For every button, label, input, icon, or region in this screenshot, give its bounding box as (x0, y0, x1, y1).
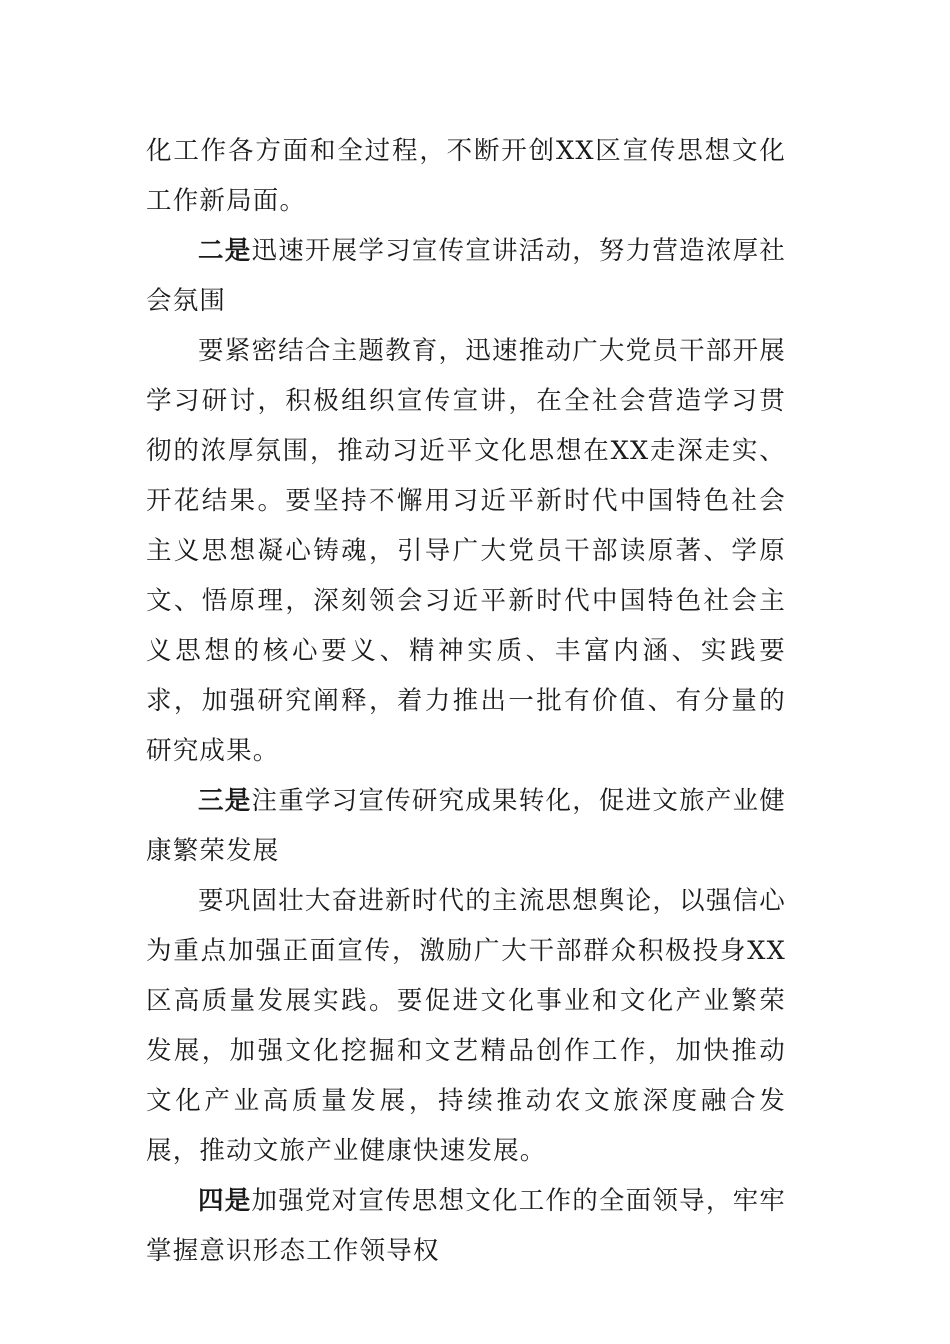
section-lead-label: 四是 (198, 1186, 252, 1216)
paragraph-body (146, 326, 786, 776)
paragraph-text: 要巩固壮大奋进新时代的主流思想舆论，以强信心为重点加强正面宣传，激励广大干部群众积极投身XX区高质量发展实践。要促进文化事业和文化产业繁荣发展，加强文化挖掘和文艺精品创作工作，加快推动文化产业高质量发展，持续推动农文旅深度融合发展，推动文旅产业健康快速发展。 (146, 886, 786, 1166)
section-heading-three (146, 776, 786, 876)
section-lead-label: 三是 (198, 786, 252, 816)
paragraph-continuation (146, 126, 786, 226)
section-heading-two (146, 226, 786, 326)
section-heading-text: 加强党对宣传思想文化工作的全面领导，牢牢掌握意识形态工作领导权 (146, 1186, 786, 1266)
section-heading-text: 注重学习宣传研究成果转化，促进文旅产业健康繁荣发展 (146, 786, 786, 866)
section-heading-four (146, 1176, 786, 1276)
paragraph-text: 要紧密结合主题教育，迅速推动广大党员干部开展学习研讨，积极组织宣传宣讲，在全社会营造学习贯彻的浓厚氛围，推动习近平文化思想在XX走深走实、开花结果。要坚持不懈用习近平新时代中国特色社会主义思想凝心铸魂，引导广大党员干部读原著、学原文、悟原理，深刻领会习近平新时代中国特色社会主义思想的核心要义、精神实质、丰富内涵、实践要求，加强研究阐释，着力推出一批有价值、有分量的研究成果。 (146, 336, 786, 766)
section-heading-text: 迅速开展学习宣传宣讲活动，努力营造浓厚社会氛围 (146, 236, 786, 316)
paragraph-body (146, 876, 786, 1176)
document-body (146, 126, 786, 1276)
paragraph-text: 化工作各方面和全过程，不断开创XX区宣传思想文化工作新局面。 (146, 136, 786, 216)
section-lead-label: 二是 (198, 236, 252, 266)
